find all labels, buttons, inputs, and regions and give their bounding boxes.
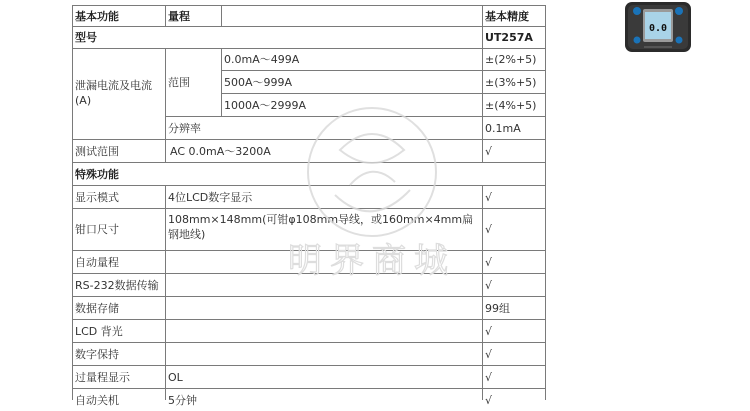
leakage-accuracy-1: ±(2%+5)	[485, 53, 537, 66]
header-range: 量程	[168, 9, 190, 23]
special-row-mark: √	[485, 255, 493, 269]
special-row-label: 显示模式	[75, 190, 119, 204]
device-display-value: 0.0	[648, 23, 668, 34]
special-row-label: 数据存储	[75, 301, 119, 315]
model-label: 型号	[75, 31, 97, 44]
special-row-mark: √	[485, 324, 493, 338]
header-basic-accuracy: 基本精度	[485, 9, 529, 23]
measure-range-mark: √	[485, 144, 493, 158]
device-button-icon	[675, 7, 683, 15]
special-row-desc: 5分钟	[168, 393, 197, 407]
measure-range-label: 测试范围	[75, 144, 119, 158]
leakage-current-label: 泄漏电流及电流(A)	[75, 79, 152, 107]
special-functions-title: 特殊功能	[75, 167, 119, 181]
special-row-label: 自动量程	[75, 255, 119, 269]
measure-range-value: AC 0.0mA～3200A	[170, 144, 271, 158]
leakage-accuracy-2: ±(3%+5)	[485, 75, 537, 89]
special-row-desc	[166, 251, 482, 273]
special-row-desc	[166, 274, 482, 296]
special-row-desc: 4位LCD数字显示	[168, 190, 253, 204]
special-row-mark: √	[485, 370, 493, 384]
special-row-mark: √	[485, 223, 493, 236]
resolution-value: 0.1mA	[485, 121, 521, 135]
special-row-desc	[166, 343, 482, 365]
device-image	[624, 0, 692, 54]
model-value: UT257A	[485, 31, 533, 44]
leakage-range-2: 500A～999A	[224, 75, 293, 89]
watermark-text: 明界商城	[288, 241, 456, 281]
special-row-mark: √	[485, 278, 493, 292]
special-row-label: RS-232数据传输	[75, 278, 159, 292]
special-row-label: LCD 背光	[75, 324, 123, 338]
special-row-desc	[166, 320, 482, 342]
special-row-desc	[166, 297, 482, 319]
device-button-icon	[633, 7, 641, 15]
device-button-icon	[634, 37, 641, 44]
device-button-icon	[676, 37, 683, 44]
special-row-mark: √	[485, 347, 493, 361]
special-row-mark: √	[485, 393, 493, 407]
leakage-range-label: 范围	[168, 75, 190, 89]
leakage-range-1: 0.0mA～499A	[224, 53, 300, 66]
special-row-desc: OL	[168, 370, 183, 384]
special-row-desc: 108mm×148mm(可钳φ108mm导线，或160mm×4mm扁钢地线)	[168, 213, 474, 241]
leakage-range-3: 1000A～2999A	[224, 98, 307, 112]
special-row-label: 过量程显示	[75, 370, 130, 384]
resolution-label: 分辨率	[168, 121, 201, 135]
special-row-label: 数字保持	[75, 347, 119, 361]
header-basic-function: 基本功能	[75, 9, 119, 23]
leakage-accuracy-3: ±(4%+5)	[485, 98, 537, 112]
special-row-mark: √	[485, 190, 493, 204]
special-row-label: 钳口尺寸	[75, 223, 119, 236]
special-row-label: 自动关机	[75, 393, 119, 407]
special-row-mark: 99组	[485, 301, 510, 315]
